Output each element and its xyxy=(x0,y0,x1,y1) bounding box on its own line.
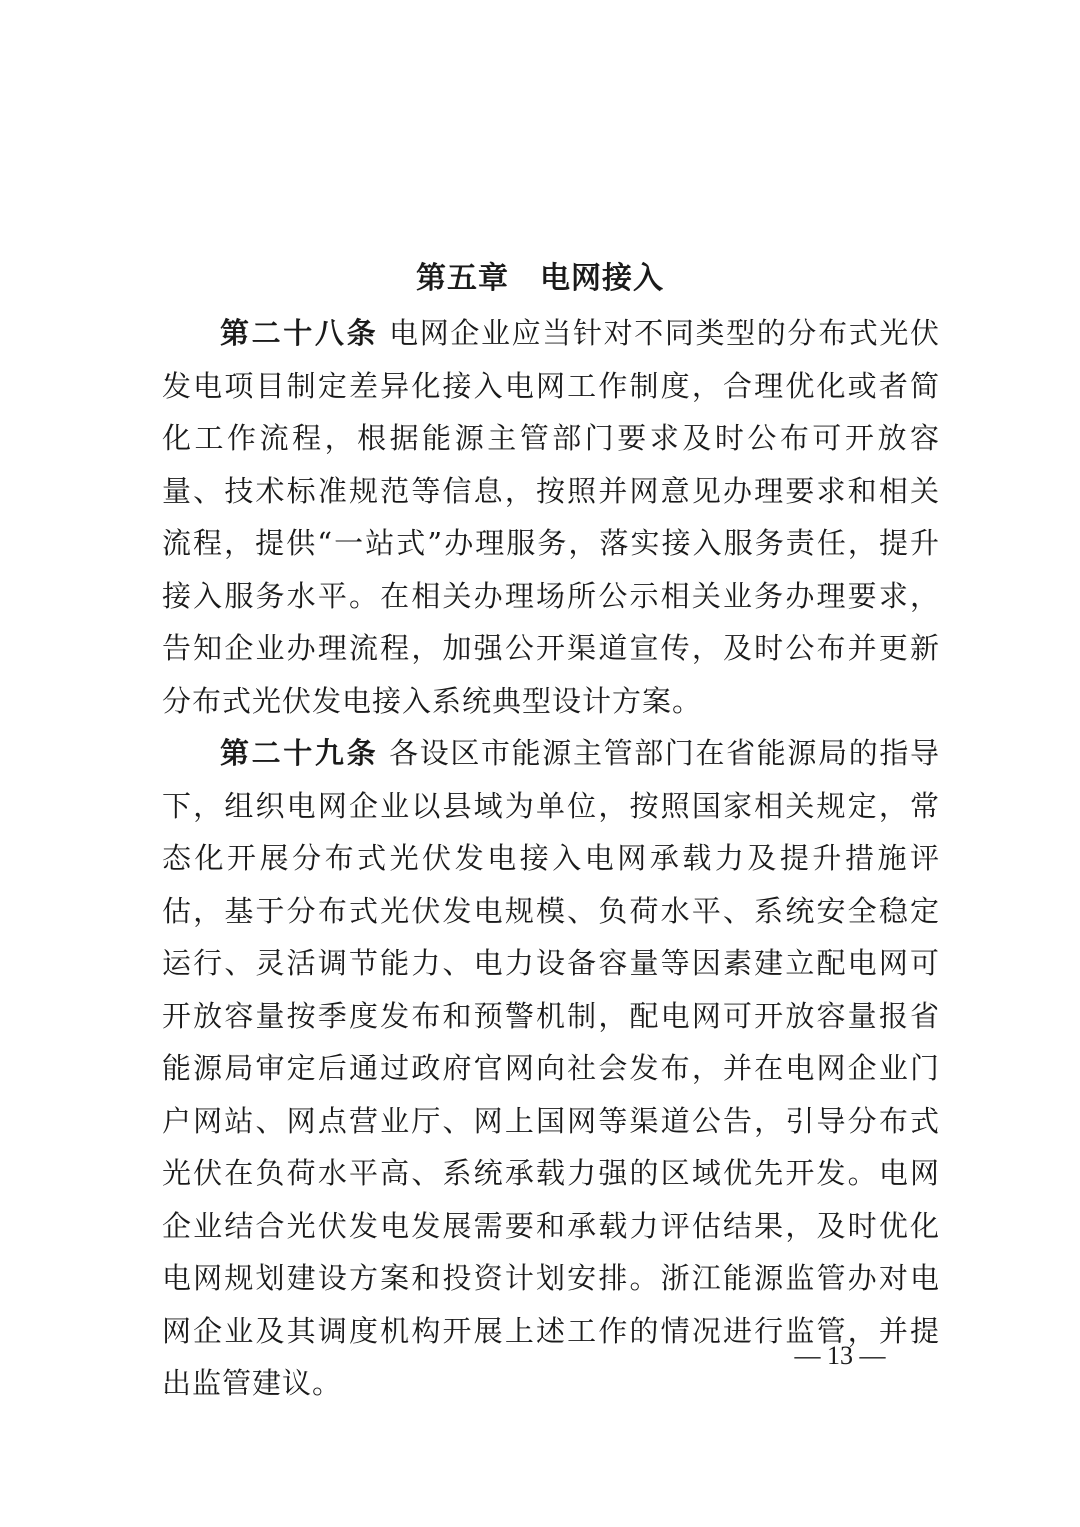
page-number: — 13 — xyxy=(794,1341,886,1370)
article-29 xyxy=(162,727,940,1410)
article-28 xyxy=(162,307,940,727)
article-28-text: 电网企业应当针对不同类型的分布式光伏发电项目制定差异化接入电网工作制度，合理优化或者简化工作流程，根据能源主管部门要求及时公布可开放容量、技术标准规范等信息，按照并网意见办理要求和相关流程，提供“一站式”办理服务，落实接入服务责任，提升接入服务水平。在相关办理场所公示相关业务办理要求，告知企业办理流程，加强公开渠道宣传，及时公布并更新分布式光伏发电接入系统典型设计方案。 xyxy=(162,316,940,718)
article-29-text: 各设区市能源主管部门在省能源局的指导下，组织电网企业以县域为单位，按照国家相关规定，常态化开展分布式光伏发电接入电网承载力及提升措施评估，基于分布式光伏发电规模、负荷水平、系统安全稳定运行、灵活调节能力、电力设备容量等因素建立配电网可开放容量按季度发布和预警机制，配电网可开放容量报省能源局审定后通过政府官网向社会发布，并在电网企业门户网站、网点营业厅、网上国网等渠道公告，引导分布式光伏在负荷水平高、系统承载力强的区域优先开发。电网企业结合光伏发电发展需要和承载力评估结果，及时优化电网规划建设方案和投资计划安排。浙江能源监管办对电网企业及其调度机构开展上述工作的情况进行监管，并提出监管建议。 xyxy=(162,736,940,1400)
article-29-number: 第二十九条 xyxy=(220,736,379,770)
chapter-title: 第五章 电网接入 xyxy=(416,261,664,296)
article-28-number: 第二十八条 xyxy=(220,316,379,350)
